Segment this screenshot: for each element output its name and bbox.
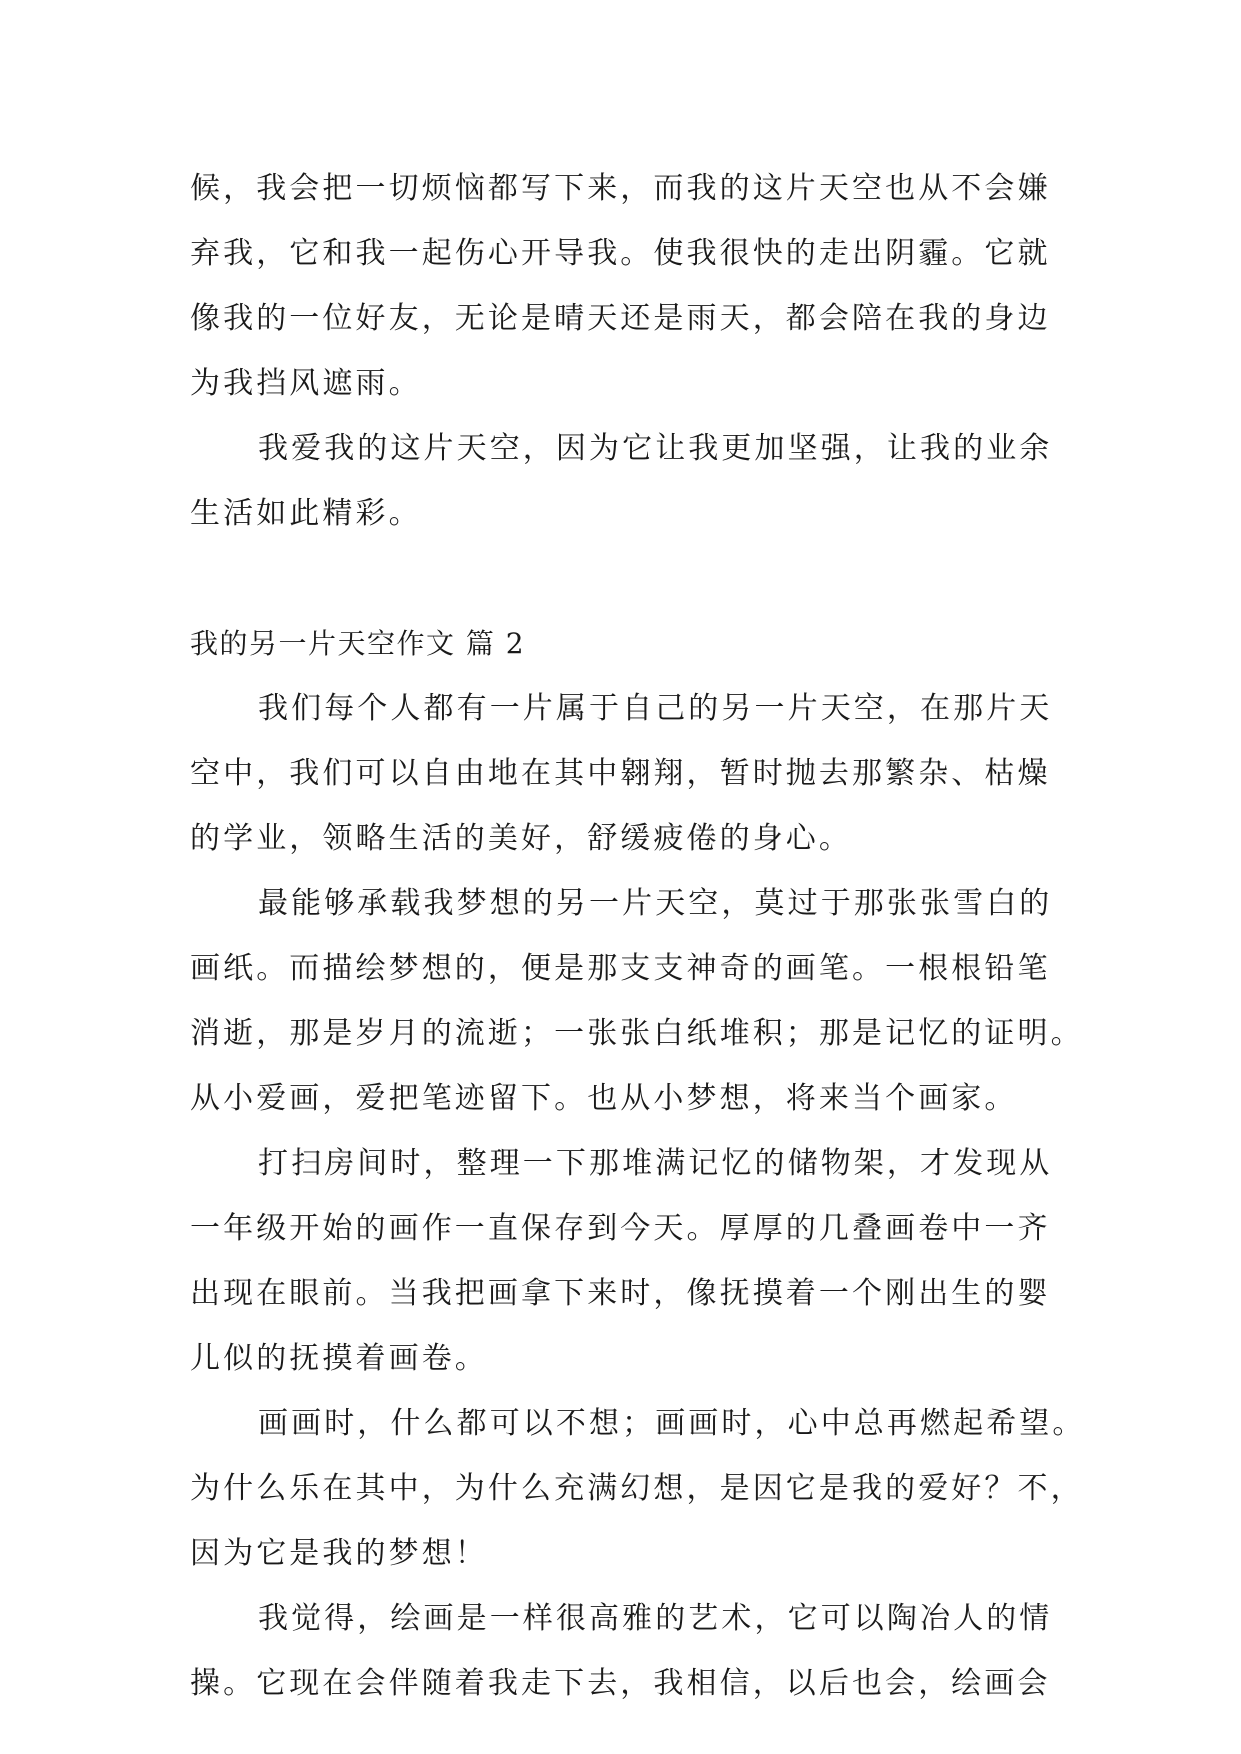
text-line: 出现在眼前。当我把画拿下来时，像抚摸着一个刚出生的婴 — [190, 1276, 1051, 1311]
paragraph-closing — [190, 416, 1053, 546]
text-line: 为什么乐在其中，为什么充满幻想，是因它是我的爱好？不， — [190, 1471, 1084, 1506]
text-line: 消逝，那是岁月的流逝；一张张白纸堆积；那是记忆的证明。 — [190, 1016, 1084, 1051]
document-body — [190, 156, 1086, 1716]
text-line: 因为它是我的梦想！ — [190, 1536, 488, 1571]
text-line: 我爱我的这片天空，因为它让我更加坚强，让我的业余 — [258, 431, 1053, 466]
text-line: 操。它现在会伴随着我走下去，我相信，以后也会，绘画会 — [190, 1666, 1051, 1701]
paragraph-1 — [190, 676, 1053, 871]
text-line: 像我的一位好友，无论是晴天还是雨天，都会陪在我的身边 — [190, 301, 1051, 336]
paragraph-3 — [190, 1131, 1053, 1391]
text-line: 从小爱画，爱把笔迹留下。也从小梦想，将来当个画家。 — [190, 1081, 1018, 1116]
text-line: 生活如此精彩。 — [190, 496, 422, 531]
paragraph-continued — [190, 156, 1050, 416]
paragraph-4 — [190, 1391, 1086, 1586]
text-line: 我觉得，绘画是一样很高雅的艺术，它可以陶冶人的情 — [258, 1601, 1053, 1636]
text-line: 为我挡风遮雨。 — [190, 366, 422, 401]
text-line: 画画时，什么都可以不想；画画时，心中总再燃起希望。 — [258, 1406, 1086, 1441]
text-line: 我们每个人都有一片属于自己的另一片天空，在那片天 — [258, 691, 1053, 726]
text-line: 空中，我们可以自由地在其中翱翔，暂时抛去那繁杂、枯燥 — [190, 756, 1051, 791]
text-line: 打扫房间时，整理一下那堆满记忆的储物架，才发现从 — [258, 1146, 1053, 1181]
text-line: 一年级开始的画作一直保存到今天。厚厚的几叠画卷中一齐 — [190, 1211, 1051, 1246]
section-heading: 我的另一片天空作文 篇 2 — [190, 627, 526, 660]
text-line: 弃我，它和我一起伤心开导我。使我很快的走出阴霾。它就 — [190, 236, 1051, 271]
paragraph-5 — [190, 1586, 1053, 1716]
text-line: 最能够承载我梦想的另一片天空，莫过于那张张雪白的 — [258, 886, 1053, 921]
paragraph-2 — [190, 871, 1084, 1131]
text-line: 儿似的抚摸着画卷。 — [190, 1341, 488, 1376]
text-line: 候，我会把一切烦恼都写下来，而我的这片天空也从不会嫌 — [190, 171, 1051, 206]
text-line: 画纸。而描绘梦想的，便是那支支神奇的画笔。一根根铅笔 — [190, 951, 1051, 986]
text-line: 的学业，领略生活的美好，舒缓疲倦的身心。 — [190, 821, 852, 856]
